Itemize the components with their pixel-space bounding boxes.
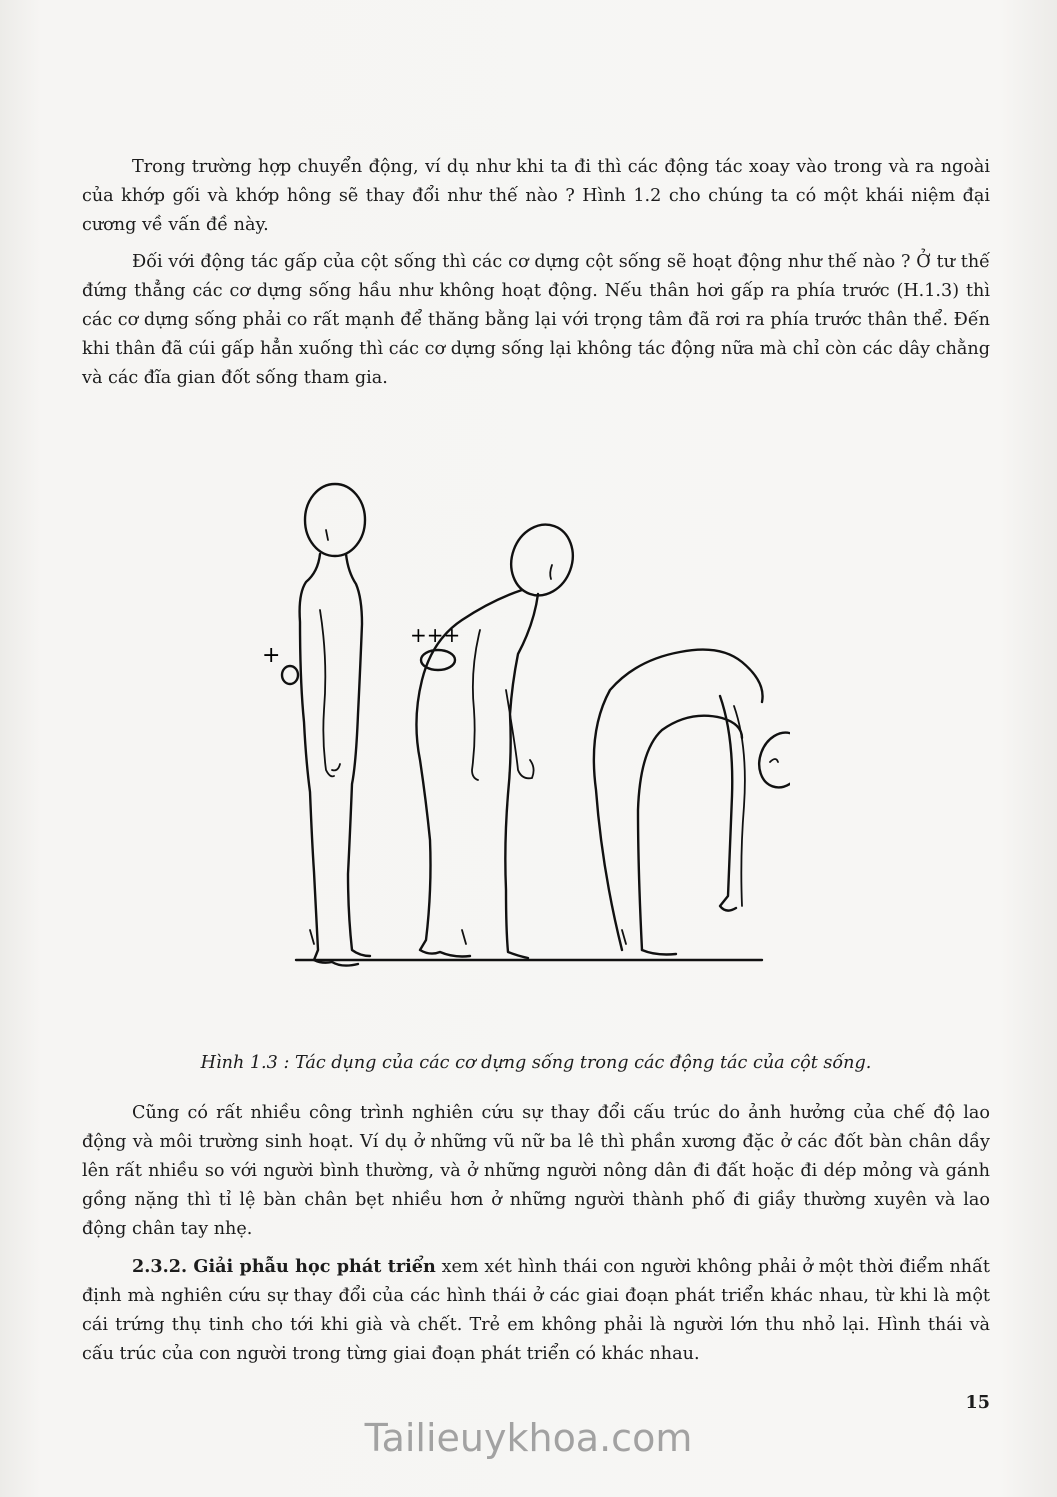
leaning-activity-label: +++ — [410, 623, 461, 647]
posture-illustration — [250, 470, 790, 970]
paragraph-movement: Trong trường hợp chuyển động, ví dụ như khi ta đi thì các động tác xoay vào trong và ra ngoài của khớp gối và khớp hông sẽ thay đổi như thế nào ? Hình 1.2 cho chúng ta có một khái niệm đại cương về vấn đề này. — [82, 157, 990, 235]
standing-activity-label: + — [262, 643, 281, 668]
leaning-muscle-marker — [421, 650, 455, 670]
figure-caption: Hình 1.3 : Tác dụng của các cơ dựng sống trong các động tác của cột sống. — [200, 1053, 872, 1073]
section-heading: 2.3.2. Giải phẫu học phát triển — [132, 1256, 436, 1277]
bent-figure — [594, 650, 790, 955]
figure-spine-posture — [250, 470, 790, 970]
paragraph-spine-flexion: Đối với động tác gấp của cột sống thì các cơ dựng cột sống sẽ hoạt động như thế nào ? Ở tư thế đứng thẳng các cơ dựng sống hầu như không hoạt động. Nếu thân hơi gấp ra phía trước (H.1.3) thì các cơ dựng sống phải co rất mạnh để thăng bằng lại với trọng tâm đã rơi ra phía trước thân thể. Đến khi thân đã cúi gấp hẳn xuống thì các cơ dựng sống lại không tác động nữa mà chỉ còn các dây chằng và các đĩa gian đốt sống tham gia. — [82, 252, 990, 388]
section-body: xem xét hình thái con người không phải ở một thời điểm nhất định mà nghiên cứu sự thay đổi của các hình thái ở các giai đoạn phát triển khác nhau, từ khi là một cái trứng thụ tinh cho tới khi già và chết. Trẻ em không phải là người lớn thu nhỏ lại. Hình thái và cấu trúc của con người trong từng giai đoạn phát triển có khác nhau. — [82, 1257, 990, 1364]
leaning-figure — [416, 516, 582, 958]
paragraph-developmental-anatomy — [82, 1252, 990, 1369]
page-number: 15 — [965, 1392, 990, 1413]
standing-figure — [300, 484, 370, 966]
watermark: Tailieuykhoa.com — [364, 1416, 693, 1460]
standing-muscle-marker — [282, 666, 298, 684]
paragraph-structure-change: Cũng có rất nhiều công trình nghiên cứu sự thay đổi cấu trúc do ảnh hưởng của chế độ lao động và môi trường sinh hoạt. Ví dụ ở những vũ nữ ba lê thì phần xương đặc ở các đốt bàn chân dầy lên rất nhiều so với người bình thường, và ở những người nông dân đi đất hoặc đi dép mỏng và gánh gồng nặng thì tỉ lệ bàn chân bẹt nhiều hơn ở những người thành phố đi giầy thường xuyên và lao động chân tay nhẹ. — [82, 1103, 990, 1239]
